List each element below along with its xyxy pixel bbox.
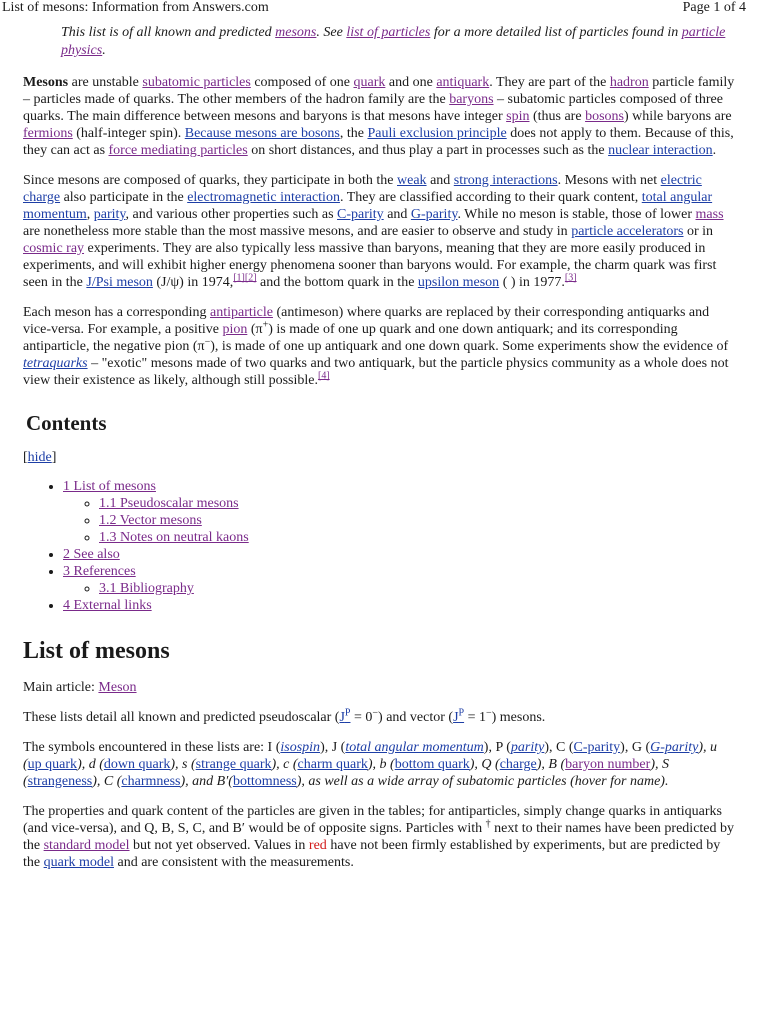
text: , xyxy=(86,207,94,222)
text: The symbols encountered in these lists are: I ( xyxy=(23,740,281,755)
toc-link-external-links[interactable]: 4 External links xyxy=(63,598,152,613)
text: J xyxy=(453,710,459,725)
toc-item xyxy=(99,512,735,529)
toc-link-see-also[interactable]: 2 See also xyxy=(63,547,120,562)
toc-item xyxy=(99,580,735,597)
link-because-mesons-are-bosons[interactable]: Because mesons are bosons xyxy=(184,126,340,141)
link-meson[interactable]: Meson xyxy=(98,680,137,695)
text: ) while baryons are xyxy=(623,109,732,124)
toc-item xyxy=(99,529,735,546)
bracket: [ xyxy=(23,450,28,465)
link-jp[interactable] xyxy=(339,707,351,725)
text: are unstable xyxy=(68,75,143,90)
intro-paragraph-2 xyxy=(23,172,735,291)
text: (π xyxy=(247,322,263,337)
text: ) is made of one up quark and one down antiquark; and its corresponding antiparticle, the negative pion (π xyxy=(23,322,678,354)
text: ), B ( xyxy=(536,757,566,772)
superscript: P xyxy=(344,707,351,719)
text: . See xyxy=(316,25,347,40)
link-weak[interactable]: weak xyxy=(397,173,427,188)
link-electric-charge[interactable]: electric charge xyxy=(23,173,702,205)
link-upsilon-meson[interactable]: upsilon meson xyxy=(417,275,500,290)
text: ), b ( xyxy=(367,757,395,772)
text: , and various other properties such as xyxy=(125,207,338,222)
text: , the xyxy=(339,126,368,141)
properties-paragraph xyxy=(23,803,735,871)
link-cosmic-ray[interactable]: cosmic ray xyxy=(23,241,85,256)
text: ), C ( xyxy=(544,740,574,755)
text: Each meson has a corresponding xyxy=(23,305,210,320)
intro-paragraph-1 xyxy=(23,74,735,159)
link-mesons[interactable]: mesons xyxy=(275,25,317,40)
link-electromagnetic-interaction[interactable]: electromagnetic interaction xyxy=(187,190,340,205)
text: ), J ( xyxy=(320,740,346,755)
text: (J/ψ) in 1974, xyxy=(152,275,234,290)
hide-toc-link[interactable]: hide xyxy=(27,450,52,465)
red-word: red xyxy=(308,838,327,853)
link-isospin[interactable]: isospin xyxy=(280,740,321,755)
link-hadron[interactable]: hadron xyxy=(609,75,649,90)
link-jp[interactable] xyxy=(453,707,465,725)
text: but not yet observed. Values in xyxy=(129,838,309,853)
text: also participate in the xyxy=(60,190,188,205)
toc-link-notes-on-neutral-kaons[interactable]: 1.3 Notes on neutral kaons xyxy=(99,530,249,545)
lists-intro-paragraph xyxy=(23,709,735,726)
link-bottom-quark[interactable]: bottom quark xyxy=(394,757,470,772)
reference-1-2[interactable]: [1][2] xyxy=(233,272,257,284)
text: – "exotic" mesons made of two quarks and two antiquark, but the particle physics community as a whole does not view their existence as likely, although still possible. xyxy=(23,356,729,388)
text: on short distances, and thus play a part in processes such as the xyxy=(247,143,609,158)
document-title: List of mesons: Information from Answers.com xyxy=(2,0,269,15)
link-spin[interactable]: spin xyxy=(506,109,530,124)
text: ), G ( xyxy=(620,740,651,755)
text: ), c ( xyxy=(271,757,298,772)
text: . xyxy=(102,43,106,58)
link-up-quark[interactable]: up quark xyxy=(27,757,78,772)
text: ), as well as a wide array of subatomic particles (hover for name). xyxy=(296,774,669,789)
text: = 1 xyxy=(464,710,486,725)
intro-paragraph-3 xyxy=(23,304,735,389)
text: ), u ( xyxy=(23,740,717,772)
page-indicator: Page 1 of 4 xyxy=(682,0,746,15)
link-charm-quark[interactable]: charm quark xyxy=(297,757,368,772)
hatnote xyxy=(61,24,735,60)
superscript-minus: − xyxy=(204,336,211,348)
text: ), Q ( xyxy=(469,757,500,772)
text: composed of one xyxy=(250,75,354,90)
link-total-angular-momentum[interactable]: total angular momentum xyxy=(23,190,713,222)
text: . While no meson is stable, those of lower xyxy=(457,207,696,222)
text: next to their names have been predicted by the xyxy=(23,821,735,853)
link-c-parity[interactable]: C-parity xyxy=(573,740,621,755)
superscript: − xyxy=(372,707,379,719)
text: (half-integer spin). xyxy=(72,126,185,141)
text: experiments. They are also typically less massive than baryons, meaning that they are more easily produced in experiments, and will exhibit higher energy phenomena sooner than baryons would. For example, the charm quark was first seen in the xyxy=(23,241,717,290)
text: . xyxy=(712,143,717,158)
reference-3[interactable]: [3] xyxy=(564,272,577,284)
toc-item xyxy=(63,478,735,546)
text: and the bottom quark in the xyxy=(256,275,418,290)
link-standard-model[interactable]: standard model xyxy=(43,838,130,853)
toc-link-vector-mesons[interactable]: 1.2 Vector mesons xyxy=(99,513,202,528)
link-baryons[interactable]: baryons xyxy=(449,92,494,107)
page-header xyxy=(0,0,768,18)
link-bottomness[interactable]: bottomness xyxy=(232,774,297,789)
link-charmness[interactable]: charmness xyxy=(121,774,181,789)
text: The properties and quark content of the particles are given in the tables; for antiparticles, simply change quarks in antiquarks (and vice-versa), and Q, B, S, C, and B′ would be of opposite signs. Particles with xyxy=(23,804,722,836)
link-pion[interactable]: pion xyxy=(222,322,248,337)
text: ), S ( xyxy=(23,757,669,789)
link-quark[interactable]: quark xyxy=(353,75,386,90)
link-c-parity[interactable]: C-parity xyxy=(337,207,384,222)
link-list-of-particles[interactable]: list of particles xyxy=(346,25,431,40)
link-bosons[interactable]: bosons xyxy=(585,109,624,124)
toc-item xyxy=(63,597,735,614)
text: (thus are xyxy=(529,109,586,124)
link-antiparticle[interactable]: antiparticle xyxy=(210,305,273,320)
text: ), d ( xyxy=(77,757,104,772)
toc-item xyxy=(63,563,735,597)
text: have not been firmly established by experiments, but are predicted by the xyxy=(23,838,721,870)
text: ), and B′( xyxy=(180,774,233,789)
text: particle family – particles made of quarks. The other members of the hadron family are the xyxy=(23,75,735,107)
link-g-parity[interactable]: G-parity xyxy=(650,740,699,755)
text: does not apply to them. Because of this, they can act as xyxy=(23,126,734,158)
link-down-quark[interactable]: down quark xyxy=(103,757,171,772)
link-mass[interactable]: mass xyxy=(695,207,724,222)
text: are nonetheless more stable than the most massive mesons, and are easier to observe and study in xyxy=(23,224,572,239)
link-nuclear-interaction[interactable]: nuclear interaction xyxy=(608,143,713,158)
link-strangeness[interactable]: strangeness xyxy=(27,774,93,789)
text: – subatomic particles composed of three quarks. The main difference between mesons and baryons is that mesons have integer xyxy=(23,92,723,124)
text: ), C ( xyxy=(92,774,122,789)
text: for a more detailed list of particles found in xyxy=(430,25,682,40)
link-parity[interactable]: parity xyxy=(93,207,126,222)
text: ) mesons. xyxy=(491,710,546,725)
dagger-symbol: † xyxy=(485,818,491,830)
table-of-contents xyxy=(23,478,735,614)
text: ), P ( xyxy=(483,740,511,755)
link-particle-accelerators[interactable]: particle accelerators xyxy=(571,224,684,239)
text: ) and vector ( xyxy=(378,710,454,725)
superscript-plus: + xyxy=(262,319,269,331)
link-subatomic-particles[interactable]: subatomic particles xyxy=(142,75,251,90)
text: . They are classified according to their quark content, xyxy=(339,190,642,205)
toc-link-pseudoscalar-mesons[interactable]: 1.1 Pseudoscalar mesons xyxy=(99,496,239,511)
bracket: ] xyxy=(51,450,57,465)
link-fermions[interactable]: fermions xyxy=(23,126,73,141)
link-baryon-number[interactable]: baryon number xyxy=(565,757,651,772)
toc-toggle xyxy=(23,450,735,466)
link-strong-interactions[interactable]: strong interactions xyxy=(453,173,558,188)
link-tetraquarks[interactable]: tetraquarks xyxy=(23,356,88,371)
toc-item xyxy=(63,546,735,563)
text: These lists detail all known and predicted pseudoscalar ( xyxy=(23,710,340,725)
section-heading-list-of-mesons: List of mesons xyxy=(23,638,170,664)
text: J xyxy=(339,710,345,725)
link-parity[interactable]: parity xyxy=(510,740,545,755)
toc-link-references[interactable]: 3 References xyxy=(63,564,136,579)
toc-item xyxy=(99,495,735,512)
main-article-note xyxy=(23,679,735,696)
contents-heading: Contents xyxy=(26,411,107,435)
text: and xyxy=(426,173,454,188)
superscript: P xyxy=(458,707,465,719)
symbols-paragraph xyxy=(23,739,735,790)
text: and xyxy=(383,207,411,222)
text: = 0 xyxy=(350,710,373,725)
text: and are consistent with the measurements. xyxy=(113,855,354,870)
article-body xyxy=(23,24,735,884)
link-j-psi-meson[interactable]: J/Psi meson xyxy=(86,275,153,290)
text: . Mesons with net xyxy=(557,173,661,188)
text: or in xyxy=(683,224,714,239)
text: ), s ( xyxy=(170,757,196,772)
text: (antimeson) where quarks are replaced by their corresponding antiquarks and vice-versa. For example, a positive xyxy=(23,305,710,337)
toc-link-bibliography[interactable]: 3.1 Bibliography xyxy=(99,581,194,596)
reference-4[interactable]: [4] xyxy=(317,370,330,382)
link-total-angular-momentum[interactable]: total angular momentum xyxy=(345,740,484,755)
link-antiquark[interactable]: antiquark xyxy=(436,75,490,90)
link-g-parity[interactable]: G-parity xyxy=(410,207,458,222)
text: Main article: xyxy=(23,680,99,695)
link-force-mediating-particles[interactable]: force mediating particles xyxy=(108,143,248,158)
text: ), is made of one up antiquark and one down quark. Some experiments show the evidence of xyxy=(210,339,729,354)
text: This list is of all known and predicted xyxy=(61,25,276,40)
link-quark-model[interactable]: quark model xyxy=(43,855,114,870)
link-pauli-exclusion-principle[interactable]: Pauli exclusion principle xyxy=(367,126,507,141)
text: . They are part of the xyxy=(489,75,610,90)
link-particle-physics[interactable]: particle physics xyxy=(61,25,726,58)
text: Since mesons are composed of quarks, they participate in both the xyxy=(23,173,398,188)
superscript: − xyxy=(485,707,492,719)
text: ( ) in 1977. xyxy=(499,275,565,290)
toc-link-list-of-mesons[interactable]: 1 List of mesons xyxy=(63,479,156,494)
text: and one xyxy=(385,75,437,90)
term-mesons: Mesons xyxy=(23,75,69,90)
link-charge[interactable]: charge xyxy=(499,757,537,772)
link-strange-quark[interactable]: strange quark xyxy=(195,757,272,772)
